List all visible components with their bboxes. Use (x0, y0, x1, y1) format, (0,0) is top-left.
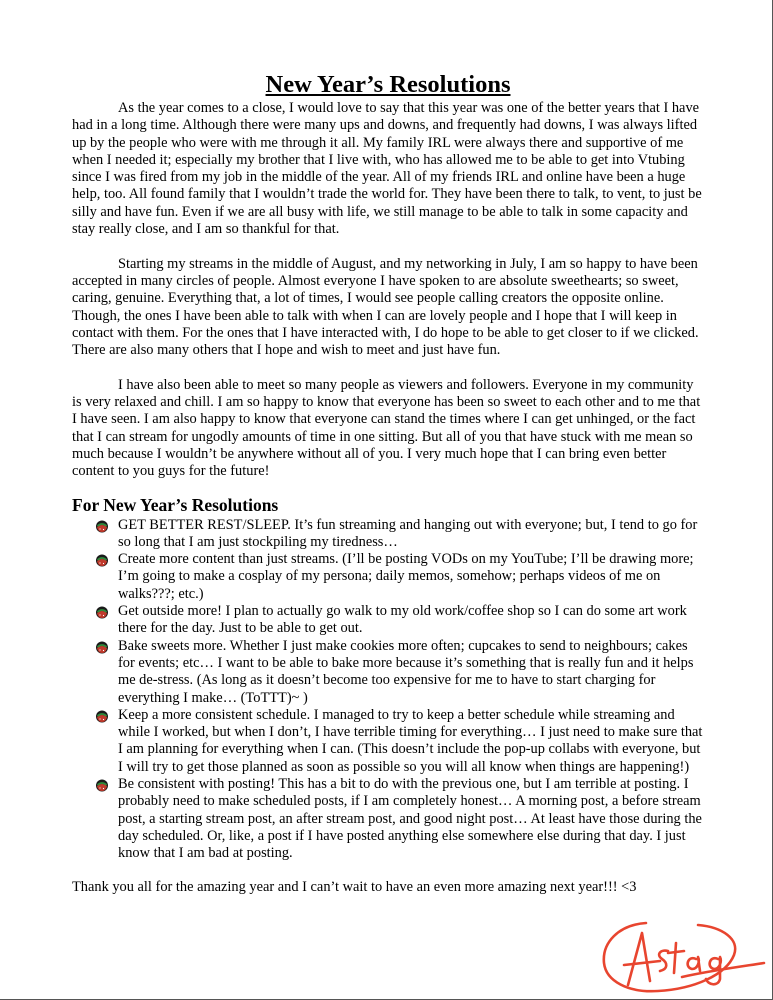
resolutions-heading: For New Year’s Resolutions (72, 494, 279, 515)
resolution-text: Get outside more! I plan to actually go walk to my old work/coffee shop so I can do some art work there for the day. Just to be able to get out. (118, 603, 687, 637)
strawberry-bullet-icon (95, 553, 109, 567)
resolution-text: GET BETTER REST/SLEEP. It’s fun streaming and hanging out with everyone; but, I tend to go for so long that I am just stockpiling my tiredness… (118, 516, 698, 550)
list-item (72, 551, 704, 603)
document-title: New Year’s Resolutions (265, 71, 511, 98)
paragraph-intro: As the year comes to a close, I would love to say that this year was one of the better years that I have had in a long time. Although there were many ups and downs, and frequently had downs, I was always lifted up by the people who were with me through it all. My family IRL were always there and supportive of me when I needed it; especially my brother that I live with, who has allowed me to be able to get into Vtubing since I was fired from my job in the middle of the year. All of my friends IRL and online have been a huge help, too. All found family that I wouldn’t trade the world for. They have been there to talk, to vent, to just be silly and have fun. Even if we are all busy with life, we still manage to be able to talk in some capacity and stay really close, and I am so thankful for that. (72, 100, 702, 238)
strawberry-bullet-icon (95, 519, 109, 533)
handwritten-signature (598, 915, 768, 997)
strawberry-bullet-icon (95, 605, 109, 619)
resolution-text: Keep a more consistent schedule. I managed to try to keep a better schedule while streaming and while I worked, but when I don’t, I have terrible timing for everything… I just need to make sure that I am planning for everything when I can. (This doesn’t include the pop-up collabs with everyone, but I will try to get those planned as soon as possible so you will all know when things are happening!) (118, 706, 703, 775)
resolution-text: Be consistent with posting! This has a bit to do with the previous one, but I am terrible at posting. I probably need to make scheduled posts, if I am completely honest… A morning post, a before stream post, a starting stream post, an after stream post, and good night post… At least have those during the day scheduled. Or, like, a post if I have posted anything else somewhere else during that day. I just know that I am bad at posting. (118, 775, 702, 862)
list-item (72, 638, 704, 707)
paragraph-community: I have also been able to meet so many people as viewers and followers. Everyone in my community is very relaxed and chill. I am so happy to know that everyone has been so sweet to each other and to me that I have seen. I am also happy to know that everyone can stand the times where I can get unhinged, or the fact that I can stream for ungodly amounts of time in one sitting. But all of you that have stuck with me mean so much because I wouldn’t be anywhere without all of you. I very much hope that I can bring even better content to you guys for the future! (72, 376, 701, 480)
resolutions-list (72, 517, 704, 863)
closing-line: Thank you all for the amazing year and I can’t wait to have an even more amazing next year!!! <3 (72, 879, 637, 896)
list-item (72, 517, 704, 552)
document-body (72, 70, 704, 897)
strawberry-bullet-icon (95, 640, 109, 654)
resolution-text: Bake sweets more. Whether I just make cookies more often; cupcakes to send to neighbours; cakes for events; etc… I want to be able to bake more because it’s something that is really fun and it helps me de-stress. (As long as it doesn’t become too expensive for me to have to start charging for everything I make… (ToTTT)~ ) (118, 637, 694, 706)
strawberry-bullet-icon (95, 709, 109, 723)
resolution-text: Create more content than just streams. (I’ll be posting VODs on my YouTube; I’ll be drawing more; I’m going to make a cosplay of my persona; daily memos, somehow; perhaps videos of me on walks???; etc.) (118, 551, 694, 602)
list-item (72, 707, 704, 776)
paragraph-streams: Starting my streams in the middle of August, and my networking in July, I am so happy to have been accepted in many circles of people. Almost everyone I have spoken to are absolute sweethearts; so sweet, caring, genuine. Everything that, a lot of times, I would see people calling creators the opposite online. Though, the ones I have been able to talk with when I can are lovely people and I hope that I will keep in contact with them. For the ones that I have interacted with, I do hope to be able to get closer to if we clicked. There are also many others that I hope and wish to meet and just have fun. (72, 255, 699, 359)
list-item (72, 603, 704, 638)
list-item (72, 776, 704, 862)
strawberry-bullet-icon (95, 778, 109, 792)
